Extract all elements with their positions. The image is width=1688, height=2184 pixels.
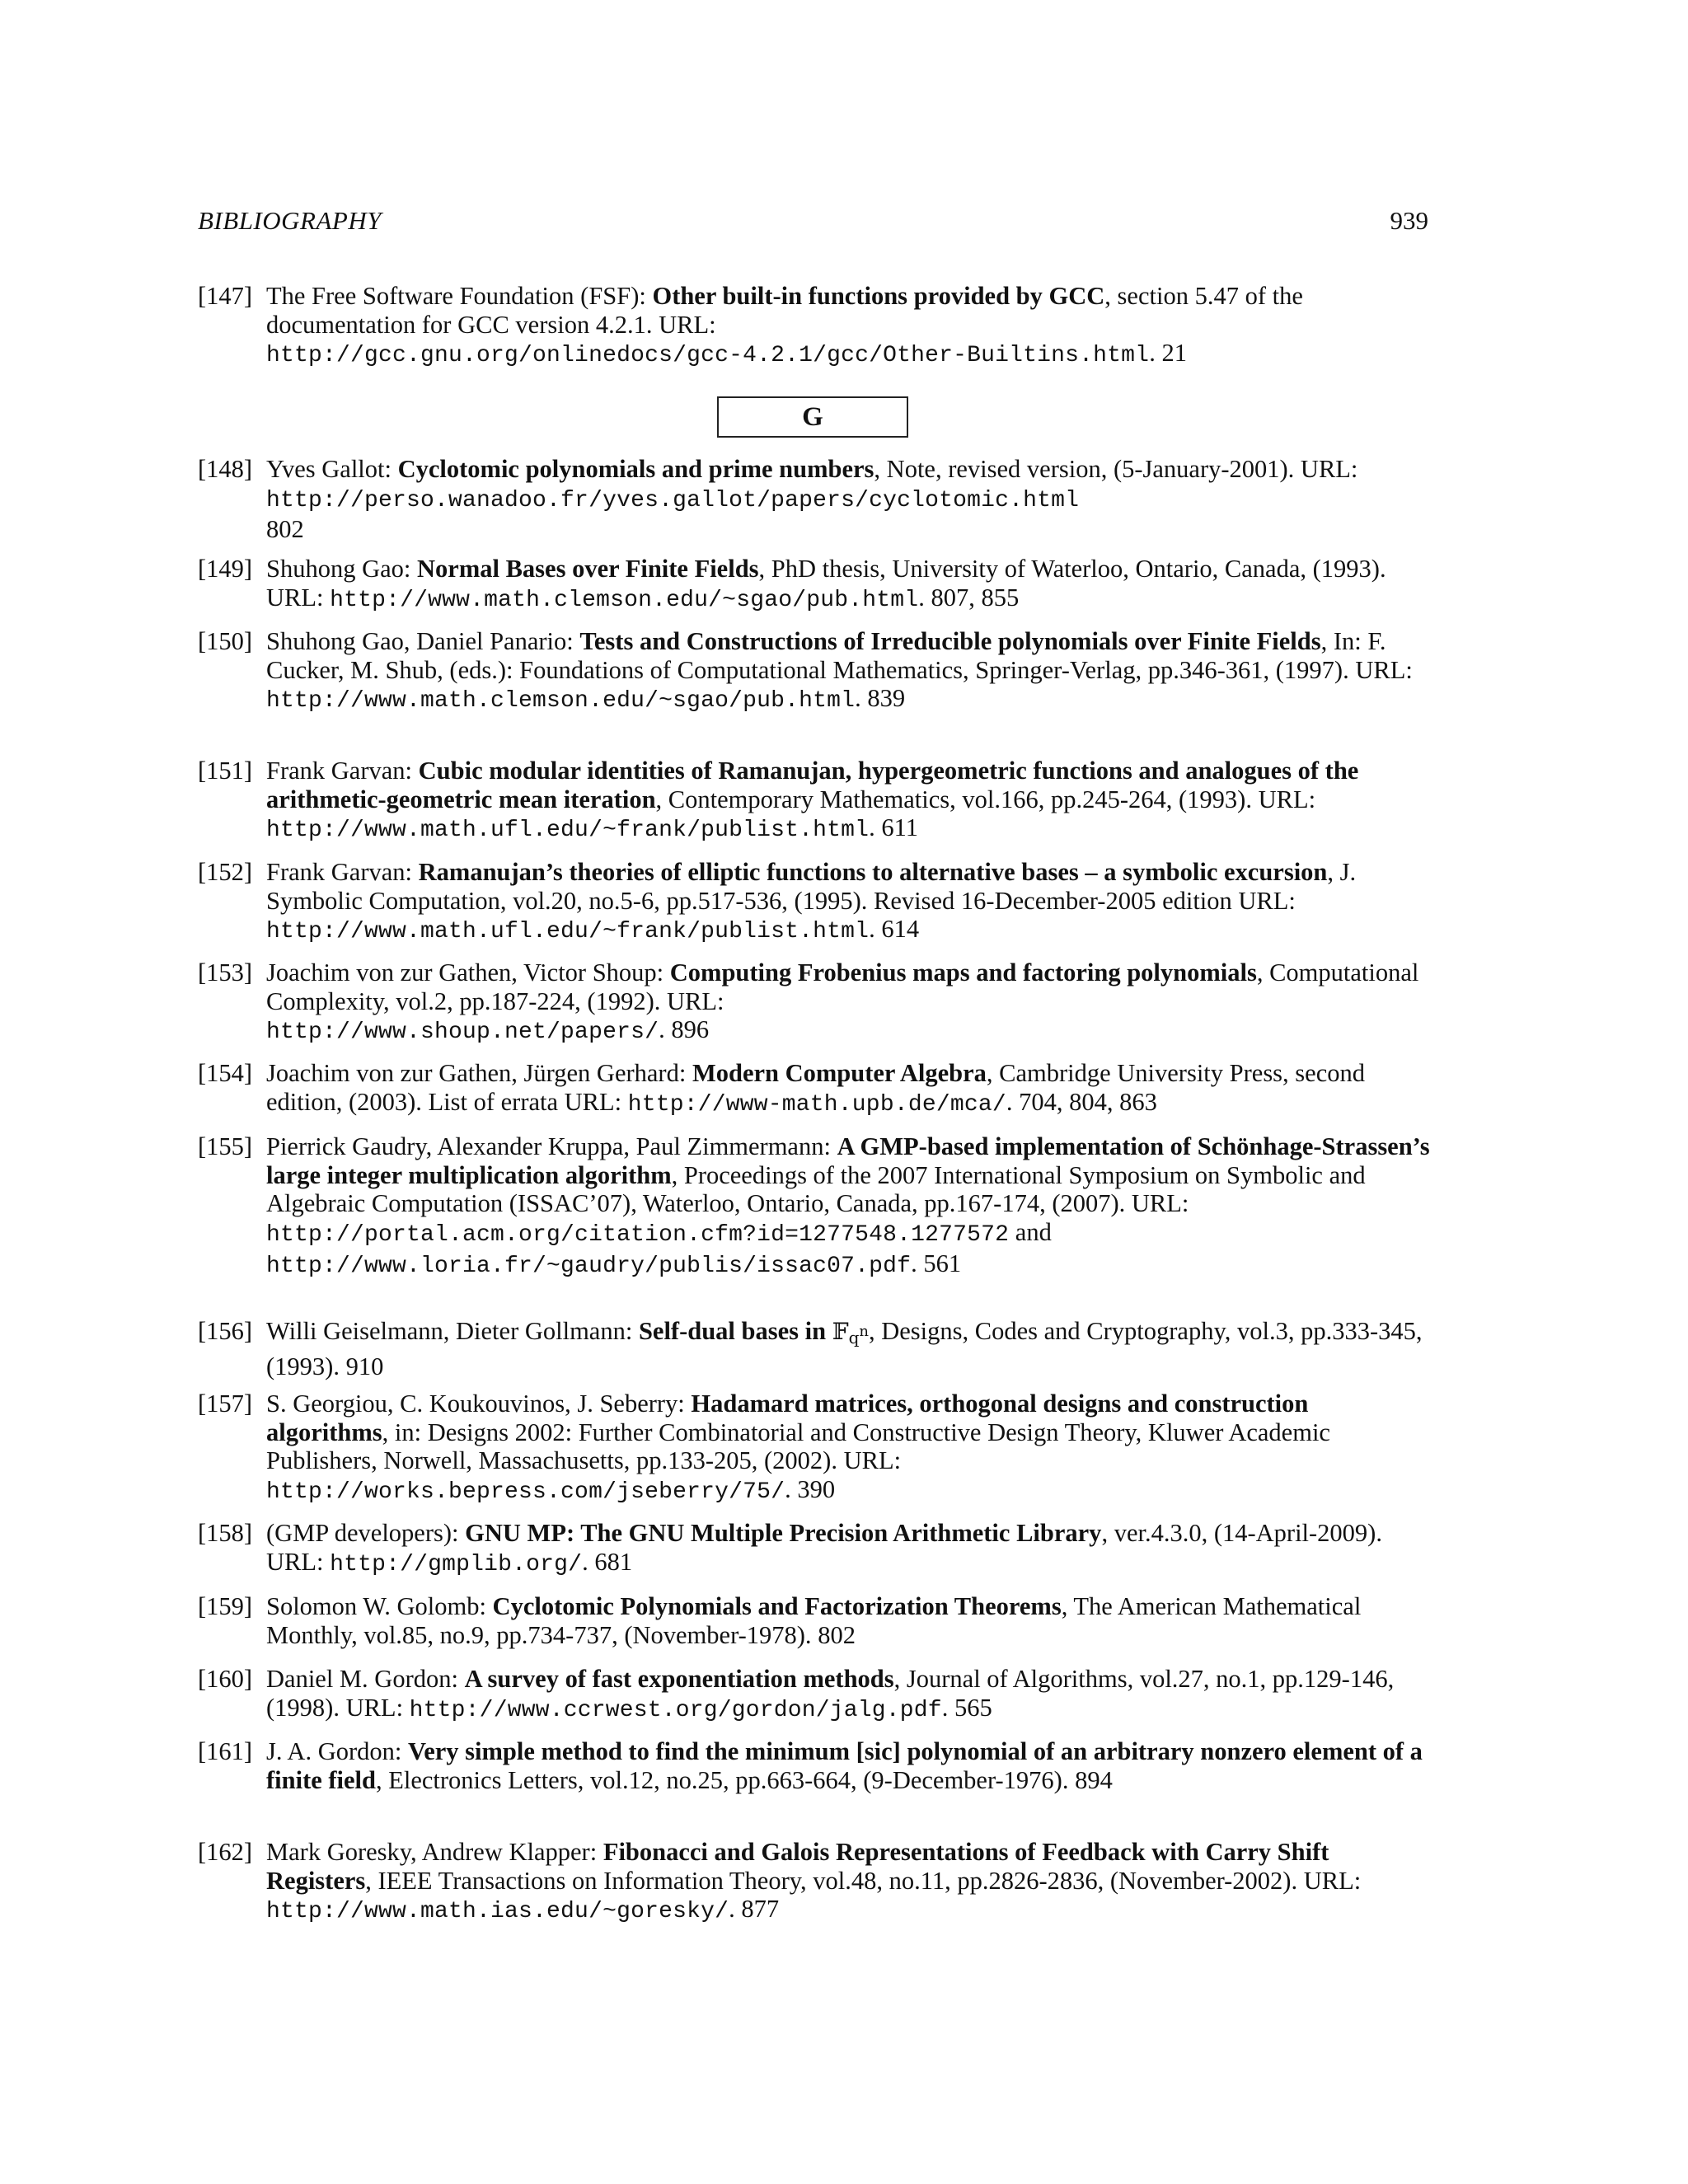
entry-title: Hadamard matrices, orthogonal designs and construction algorithms <box>266 1390 1309 1446</box>
bib-entry-148 <box>198 455 1434 544</box>
entry-url[interactable]: http://gmplib.org/ <box>330 1551 583 1577</box>
bib-entry-147 <box>198 282 1434 371</box>
entry-pages: . 704, 804, 863 <box>1006 1087 1157 1116</box>
entry-pages: 894 <box>1075 1765 1113 1794</box>
entry-details: , section 5.47 of the documentation for GCC version 4.2.1. URL: <box>266 282 1303 339</box>
entry-number: [147] <box>198 282 253 310</box>
entry-url[interactable]: http://www.math.ufl.edu/~frank/publist.html <box>266 919 870 944</box>
entry-title: A GMP-based implementation of Schönhage-Strassen’s large integer multiplication algorithm <box>266 1132 1430 1189</box>
entry-pages: . 565 <box>941 1693 992 1722</box>
entry-body <box>266 1317 1434 1380</box>
entry-authors: Solomon W. Golomb: <box>266 1592 493 1620</box>
entry-details: , The American Mathematical Monthly, vol.85, no.9, pp.734-737, (November-1978). <box>266 1592 1362 1649</box>
field-symbol: 𝔽$_{q^n}$ <box>832 1318 869 1347</box>
entry-url-join: and <box>1009 1217 1052 1246</box>
entry-body <box>266 555 1434 615</box>
entry-url[interactable]: http://perso.wanadoo.fr/yves.gallot/papers/cyclotomic.html <box>266 487 1080 513</box>
entry-number: [155] <box>198 1132 253 1160</box>
page-number: 939 <box>1390 206 1428 235</box>
entry-body <box>266 627 1434 716</box>
entry-body <box>266 1592 1434 1649</box>
entry-number: [160] <box>198 1665 253 1693</box>
entry-details: , IEEE Transactions on Information Theory, vol.48, no.11, pp.2826-2836, (November-2002). URL: <box>365 1866 1362 1895</box>
entry-pages: . 561 <box>911 1249 962 1277</box>
entry-authors: Mark Goresky, Andrew Klapper: <box>266 1838 603 1866</box>
entry-url[interactable]: http://www.ccrwest.org/gordon/jalg.pdf <box>409 1697 942 1723</box>
entry-title: Cyclotomic Polynomials and Factorization Theorems <box>492 1592 1062 1620</box>
entry-title: Cubic modular identities of Ramanujan, hypergeometric functions and analogues of the arithmetic-geometric mean iteration <box>266 757 1359 813</box>
entry-number: [153] <box>198 958 253 987</box>
entry-url[interactable]: http://works.bepress.com/jseberry/75/ <box>266 1479 785 1505</box>
page-header <box>198 204 1428 237</box>
bib-entry-150 <box>198 627 1434 716</box>
bib-entry-158 <box>198 1519 1434 1579</box>
entry-pages: . 681 <box>582 1547 633 1576</box>
entry-url[interactable]: http://www.math.ufl.edu/~frank/publist.html <box>266 818 870 843</box>
entry-authors: Joachim von zur Gathen, Victor Shoup: <box>266 958 670 987</box>
entry-details: , Proceedings of the 2007 International Symposium on Symbolic and Algebraic Computation (ISSAC’07), Waterloo, Ontario, Canada, pp.167-174, (2007). URL: <box>266 1160 1366 1217</box>
entry-number: [157] <box>198 1390 253 1418</box>
entry-body <box>266 858 1434 947</box>
entry-authors: S. Georgiou, C. Koukouvinos, J. Seberry: <box>266 1390 692 1418</box>
entry-body <box>266 1838 1434 1927</box>
entry-pages: . 877 <box>729 1895 780 1923</box>
entry-url[interactable]: http://www.math.clemson.edu/~sgao/pub.html <box>330 587 919 613</box>
entry-details: , Computational Complexity, vol.2, pp.187-224, (1992). URL: <box>266 958 1419 1015</box>
bib-entry-154 <box>198 1059 1434 1119</box>
entry-authors: Frank Garvan: <box>266 757 419 785</box>
entry-title: A survey of fast exponentiation methods <box>464 1665 894 1693</box>
entry-title: Ramanujan’s theories of elliptic functions to alternative bases – a symbolic excursion <box>418 858 1328 886</box>
bib-entry-157 <box>198 1390 1434 1507</box>
entry-authors: Daniel M. Gordon: <box>266 1665 465 1693</box>
entry-title: Cyclotomic polynomials and prime numbers <box>397 455 874 483</box>
entry-title: Modern Computer Algebra <box>692 1059 987 1087</box>
entry-number: [149] <box>198 555 253 583</box>
bib-entry-159 <box>198 1592 1434 1649</box>
entry-pages: . 896 <box>659 1015 710 1043</box>
entry-number: [151] <box>198 757 253 785</box>
entry-title: Normal Bases over Finite Fields <box>417 555 759 583</box>
entry-pages: . 614 <box>869 915 920 943</box>
entry-title: Tests and Constructions of Irreducible polynomials over Finite Fields <box>579 627 1321 655</box>
entry-authors: Shuhong Gao: <box>266 555 417 583</box>
entry-authors: Pierrick Gaudry, Alexander Kruppa, Paul Zimmermann: <box>266 1132 837 1160</box>
entry-body <box>266 1059 1434 1119</box>
bib-entry-153 <box>198 958 1434 1047</box>
entry-url[interactable]: http://portal.acm.org/citation.cfm?id=1277548.1277572 <box>266 1221 1010 1248</box>
bib-entry-160 <box>198 1665 1434 1725</box>
entry-authors: J. A. Gordon: <box>266 1737 408 1765</box>
entry-number: [152] <box>198 858 253 886</box>
entry-body <box>266 1132 1434 1282</box>
entry-pages: . 21 <box>1149 339 1187 367</box>
entry-title: GNU MP: The GNU Multiple Precision Arithmetic Library <box>465 1519 1102 1547</box>
entry-details: , In: F. Cucker, M. Shub, (eds.): Foundations of Computational Mathematics, Springer-Verlag, pp.346-361, (1997). URL: <box>266 627 1413 684</box>
bib-entry-161 <box>198 1737 1434 1794</box>
bib-entry-156 <box>198 1317 1434 1380</box>
entry-body <box>266 282 1434 371</box>
entry-details: , Journal of Algorithms, vol.27, no.1, pp.129-146, (1998). URL: <box>266 1665 1395 1722</box>
entry-url[interactable]: http://www.shoup.net/papers/ <box>266 1019 659 1045</box>
entry-title: Very simple method to find the minimum [sic] polynomial of an arbitrary nonzero element of a finite field <box>266 1737 1423 1794</box>
entry-authors: The Free Software Foundation (FSF): <box>266 282 653 310</box>
entry-title: Fibonacci and Galois Representations of Feedback with Carry Shift Registers <box>266 1838 1329 1895</box>
entry-body <box>266 1519 1434 1579</box>
bib-entry-149 <box>198 555 1434 615</box>
bib-entry-155 <box>198 1132 1434 1282</box>
entry-details: , Electronics Letters, vol.12, no.25, pp.663-664, (9-December-1976). <box>376 1765 1076 1794</box>
entry-body <box>266 455 1434 544</box>
bib-entry-152 <box>198 858 1434 947</box>
entry-details: , J. Symbolic Computation, vol.20, no.5-6, pp.517-536, (1995). Revised 16-December-2005 edition URL: <box>266 858 1357 915</box>
entry-authors: Shuhong Gao, Daniel Panario: <box>266 627 580 655</box>
entry-pages: 802 <box>818 1620 856 1649</box>
entry-url[interactable]: http://www.math.clemson.edu/~sgao/pub.html <box>266 688 856 714</box>
section-letter-box <box>717 396 908 438</box>
entry-number: [162] <box>198 1838 253 1866</box>
entry-pages: . 611 <box>869 813 918 841</box>
entry-details: , PhD thesis, University of Waterloo, Ontario, Canada, (1993). URL: <box>266 555 1386 612</box>
entry-authors: Frank Garvan: <box>266 858 419 886</box>
bib-entry-151 <box>198 757 1434 846</box>
entry-body <box>266 1737 1434 1794</box>
section-letter: G <box>802 401 823 432</box>
entry-pages: . 839 <box>855 684 906 712</box>
entry-details: , ver.4.3.0, (14-April-2009). URL: <box>266 1519 1382 1576</box>
entry-body <box>266 1665 1434 1725</box>
entry-pages: . 807, 855 <box>918 583 1020 612</box>
entry-body <box>266 1390 1434 1507</box>
entry-number: [150] <box>198 627 253 655</box>
entry-title: Other built-in functions provided by GCC <box>652 282 1105 310</box>
entry-body <box>266 757 1434 846</box>
running-title: BIBLIOGRAPHY <box>198 206 382 235</box>
entry-authors: (GMP developers): <box>266 1519 466 1547</box>
entry-number: [159] <box>198 1592 253 1620</box>
entry-pages: 802 <box>266 515 304 543</box>
entry-number: [148] <box>198 455 253 483</box>
entry-url[interactable]: http://www.math.ias.edu/~goresky/ <box>266 1899 729 1924</box>
entry-number: [161] <box>198 1737 253 1765</box>
entry-number: [156] <box>198 1317 253 1345</box>
entry-url-second[interactable]: http://www.loria.fr/~gaudry/publis/issac07.pdf <box>266 1254 912 1279</box>
entry-details: , Note, revised version, (5-January-2001). URL: <box>874 455 1358 483</box>
entry-title: Computing Frobenius maps and factoring polynomials <box>669 958 1257 987</box>
entry-pages: . 390 <box>785 1474 836 1503</box>
entry-url[interactable]: http://gcc.gnu.org/onlinedocs/gcc-4.2.1/gcc/Other-Builtins.html <box>266 343 1150 368</box>
entry-details: , Cambridge University Press, second edition, (2003). List of errata URL: <box>266 1059 1365 1116</box>
entry-title: Self-dual bases in <box>638 1317 832 1345</box>
entry-pages: 910 <box>345 1352 384 1380</box>
entry-details: , in: Designs 2002: Further Combinatorial and Constructive Design Theory, Kluwer Academic Publishers, Norwell, Massachusetts, pp.133-205, (2002). URL: <box>266 1418 1330 1474</box>
entry-details: , Contemporary Mathematics, vol.166, pp.245-264, (1993). URL: <box>655 785 1316 813</box>
entry-details: , Designs, Codes and Cryptography, vol.3, pp.333-345, (1993). <box>266 1317 1423 1380</box>
bib-entry-162 <box>198 1838 1434 1927</box>
entry-authors: Joachim von zur Gathen, Jürgen Gerhard: <box>266 1059 692 1087</box>
entry-authors: Willi Geiselmann, Dieter Gollmann: <box>266 1317 639 1345</box>
entry-body <box>266 958 1434 1047</box>
entry-authors: Yves Gallot: <box>266 455 398 483</box>
entry-number: [158] <box>198 1519 253 1547</box>
entry-number: [154] <box>198 1059 253 1087</box>
entry-url[interactable]: http://www-math.upb.de/mca/ <box>627 1091 1006 1118</box>
